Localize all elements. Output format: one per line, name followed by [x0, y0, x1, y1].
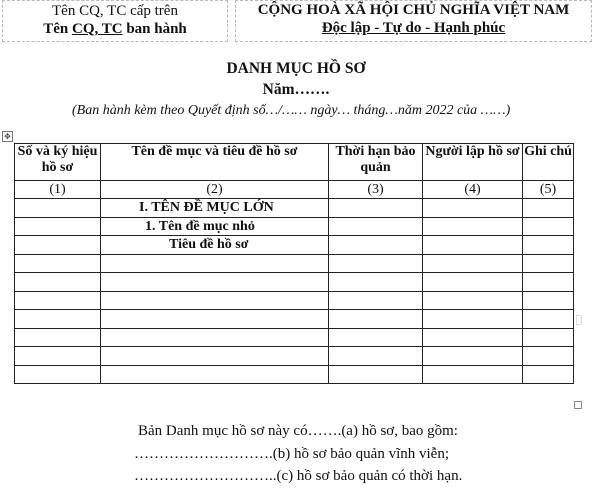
- table-cell[interactable]: [329, 236, 423, 255]
- issuing-agency-block: [2, 0, 228, 42]
- table-cell[interactable]: [101, 273, 329, 292]
- table-cell[interactable]: [423, 218, 523, 236]
- table-header-row: [15, 144, 574, 181]
- table-cell[interactable]: [423, 255, 523, 273]
- resize-icon[interactable]: [574, 401, 582, 409]
- table-cell[interactable]: [523, 273, 574, 292]
- col-number: (1): [15, 181, 101, 199]
- table-row: [15, 199, 574, 218]
- document-year: Năm…….: [262, 81, 330, 98]
- table-cell[interactable]: [523, 329, 574, 347]
- table-cell[interactable]: [423, 199, 523, 218]
- table-row: [15, 255, 574, 273]
- table-cell[interactable]: [329, 255, 423, 273]
- country-name: CỘNG HOÀ XÃ HỘI CHỦ NGHĨA VIỆT NAM: [257, 2, 570, 18]
- table-cell[interactable]: [423, 329, 523, 347]
- table-cell[interactable]: [15, 292, 101, 310]
- col-header-title: Tên đề mục và tiêu đề hồ sơ: [101, 144, 329, 181]
- col-number: (4): [423, 181, 523, 199]
- summary-total: Bản Danh mục hồ sơ này có…….(a) hồ sơ, bao gồm:: [138, 423, 458, 439]
- table-cell[interactable]: [523, 199, 574, 218]
- table-cell[interactable]: [15, 236, 101, 255]
- table-cell[interactable]: [15, 310, 101, 329]
- table-cell[interactable]: [329, 292, 423, 310]
- table-cell[interactable]: [15, 273, 101, 292]
- table-cell[interactable]: [15, 218, 101, 236]
- table-cell[interactable]: [423, 273, 523, 292]
- column-number-row: [15, 181, 574, 199]
- table-row: [15, 329, 574, 347]
- summary-permanent: ……………………….(b) hồ sơ bảo quản vĩnh viễn;: [134, 446, 449, 462]
- col-number: (2): [101, 181, 329, 199]
- table-cell[interactable]: [15, 199, 101, 218]
- table-cell[interactable]: [15, 329, 101, 347]
- table-cell[interactable]: [101, 310, 329, 329]
- record-title[interactable]: Tiêu đề hồ sơ: [101, 236, 329, 255]
- table-cell[interactable]: [423, 366, 523, 384]
- table-cell[interactable]: [15, 255, 101, 273]
- table-cell[interactable]: [523, 310, 574, 329]
- table-cell[interactable]: [329, 329, 423, 347]
- table-cell[interactable]: [101, 255, 329, 273]
- document-note: (Ban hành kèm theo Quyết định số…/…… ngày… tháng…năm 2022 của ……): [72, 103, 511, 118]
- move-icon[interactable]: ✥: [2, 131, 13, 142]
- table-row: [15, 292, 574, 310]
- national-motto-block: [235, 0, 592, 42]
- table-cell[interactable]: [423, 292, 523, 310]
- parent-agency-name: Tên CQ, TC cấp trên: [52, 3, 178, 19]
- table-cell[interactable]: [523, 292, 574, 310]
- table-cell[interactable]: [329, 273, 423, 292]
- section-heading[interactable]: I. TÊN ĐỀ MỤC LỚN: [101, 199, 329, 218]
- table-cell[interactable]: [523, 236, 574, 255]
- margin-marker: [576, 315, 582, 325]
- motto: Độc lập - Tự do - Hạnh phúc: [321, 20, 506, 36]
- table-cell[interactable]: [423, 347, 523, 366]
- table-cell[interactable]: [523, 366, 574, 384]
- table-cell[interactable]: [329, 366, 423, 384]
- table-row: [15, 218, 574, 236]
- records-table: [14, 143, 574, 384]
- summary-limited: ………………………..(c) hồ sơ bảo quản có thời hạn.: [134, 468, 463, 484]
- table-cell[interactable]: [329, 310, 423, 329]
- col-header-retention: Thời hạn bảo quản: [329, 144, 423, 181]
- table-row: [15, 273, 574, 292]
- col-number: (5): [523, 181, 574, 199]
- table-row: [15, 310, 574, 329]
- document-title: DANH MỤC HỒ SƠ: [226, 60, 366, 77]
- issuing-agency-name: Tên CQ, TC ban hành: [43, 21, 187, 37]
- table-row: [15, 347, 574, 366]
- table-cell[interactable]: [101, 347, 329, 366]
- table-cell[interactable]: [523, 347, 574, 366]
- col-header-code: Số và ký hiệu hồ sơ: [15, 144, 101, 181]
- table-cell[interactable]: [523, 218, 574, 236]
- table-cell[interactable]: [101, 292, 329, 310]
- table-cell[interactable]: [329, 347, 423, 366]
- table-row: [15, 236, 574, 255]
- table-cell[interactable]: [101, 366, 329, 384]
- table-cell[interactable]: [329, 199, 423, 218]
- table-cell[interactable]: [329, 218, 423, 236]
- table-row: [15, 366, 574, 384]
- table-cell[interactable]: [523, 255, 574, 273]
- table-cell[interactable]: [15, 347, 101, 366]
- col-header-note: Ghi chú: [523, 144, 574, 181]
- table-cell[interactable]: [15, 366, 101, 384]
- table-cell[interactable]: [423, 310, 523, 329]
- subsection-heading[interactable]: 1. Tên đề mục nhỏ: [101, 218, 329, 236]
- col-header-creator: Người lập hồ sơ: [423, 144, 523, 181]
- table-cell[interactable]: [423, 236, 523, 255]
- table-cell[interactable]: [101, 329, 329, 347]
- col-number: (3): [329, 181, 423, 199]
